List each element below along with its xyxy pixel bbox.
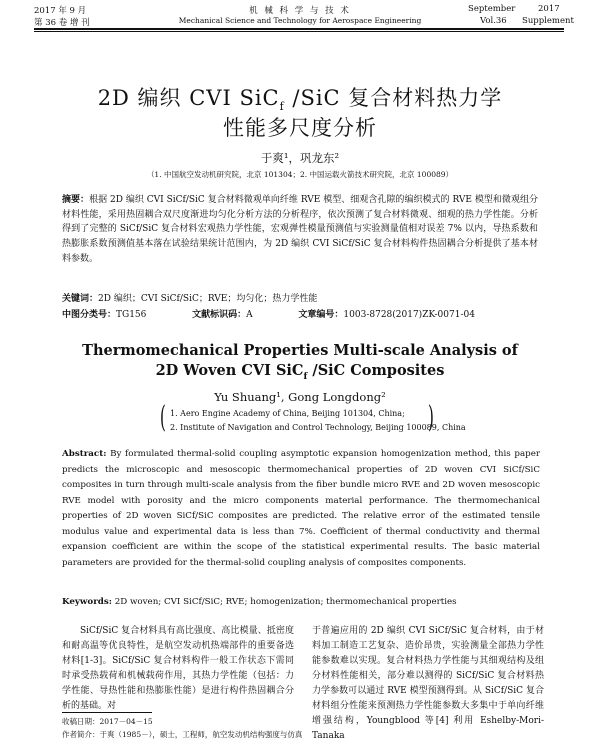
- affiliation-close-brace: ): [428, 400, 434, 435]
- footnote-received: 收稿日期：2017－04－15: [62, 717, 153, 726]
- affiliation-open-brace: (: [160, 400, 166, 435]
- header-date-cn: 2017 年 9 月: [34, 6, 87, 16]
- title-en-line2: 2D Woven CVI SiC$_f$ /SiC Composites: [155, 362, 445, 382]
- abstract-cn: [62, 193, 538, 267]
- header-rule: [34, 28, 564, 30]
- title-cn-line1: 2D 编织 CVI SiC$_f$ /SiC 复合材料热力学: [97, 86, 503, 114]
- body-column-right: 于普遍应用的 2D 编织 CVI SiCf/SiC 复合材料，由于材料加工制造工艺复杂、造价昂贵，实验测量全部热力学性能参数难以实现。复合材料热力学性能与其细观结构及组分材料性能相关，部分难以测得的 SiCf/SiC 复合材料热力学参数可以通过 RVE 模型预测得到。从 SiCf/SiC 复合材料组分性能来预测热力学性能参数大多集中于单向纤维增强结构，Youngblood 等[4] 利用 Eshelby-Mori-Tanaka: [312, 626, 544, 741]
- title-en-line1: Thermomechanical Properties Multi-scale Analysis of: [82, 342, 518, 359]
- keywords-cn: 关键词：2D 编织；CVI SiCf/SiC；RVE；均匀化；热力学性能: [62, 294, 318, 304]
- header-year-en: 2017: [538, 4, 560, 14]
- affiliation-en-2: 2. Institute of Navigation and Control Technology, Beijing 100089, China: [170, 423, 466, 432]
- header-journal-en: Mechanical Science and Technology for Aerospace Engineering: [178, 16, 422, 25]
- authors-en: Yu Shuang¹, Gong Longdong²: [214, 390, 386, 404]
- article-meta-cn: 中图分类号：TG156 文献标识码：A 文章编号：1003-8728(2017)ZK-0071-04: [62, 310, 475, 320]
- keywords-en: Keywords: 2D woven; CVI SiCf/SiC; RVE; homogenization; thermomechanical properties: [62, 597, 457, 607]
- affiliation-en-1: 1. Aero Engine Academy of China, Beijing 101304, China;: [170, 409, 405, 418]
- authors-cn: 于爽¹，巩龙东²: [260, 151, 340, 165]
- header-rule-thin: [34, 31, 564, 32]
- abstract-en-text: By formulated thermal-solid coupling asymptotic expansion homogenization method, this paper predicts the microscopic and mesoscopic thermomechanical properties of 2D woven CVI SiCf/SiC composites in turn through multi-scale analysis from the fiber bundle micro RVE and 2D woven mesoscopic RVE model with porosity and the micro components material performance. The thermomechanical properties of 2D woven SiCf/SiC composites are predicted. The relative error of the estimated tensile modulus value and experimental data is less than 7%. Coefficient of thermal conductivity and thermal expansion coefficient are within the scope of the statistical experimental results. The basic material parameters are provided for the thermal-solid coupling analysis of composites components.: [62, 449, 540, 568]
- abstract-cn-text: 根据 2D 编织 CVI SiCf/SiC 复合材料微观单向纤维 RVE 模型、细观含孔隙的编织模式的 RVE 模型和微观组分材料性能，采用热固耦合双尺度渐进均匀化分析方法的分析程序，依次预测了复合材料微观、细观的热力学性能。分析得到了完整的 SiCf/SiC 复合材料宏观热力学性能，宏观弹性模量预测值与实验测量值相对误差 7% 以内，导热系数和热膨胀系数预测值基本落在试验结果统计范围内，为 2D 编织 CVI SiCf/SiC 复合材料构件热固耦合分析提供了基本材料参数。: [62, 195, 538, 264]
- header-month-en: September: [468, 4, 516, 14]
- header-vol-en: Vol.36: [480, 16, 507, 26]
- body-column-left: SiCf/SiC 复合材料具有高比强度、高比模量、抵密度和耐高温等优良特性，是航空发动机热端部件的重要备选材料[1-3]。SiCf/SiC 复合材料构件一般工作状态下需同时承受热载荷和机械载荷作用，其热力学性能（包括：力学性能、导热性能和热膨胀性能）是进行构件热固耦合分析的基础。对: [62, 626, 294, 711]
- header-supp-en: Supplement: [522, 16, 574, 26]
- abstract-en: [62, 447, 540, 571]
- header-journal-cn: 机 械 科 学 与 技 术: [249, 6, 351, 16]
- header-issue-cn: 第 36 卷 增 刊: [34, 18, 90, 28]
- affiliation-cn: （1. 中国航空发动机研究院，北京 101304；2. 中国运载火箭技术研究院，北京 100089）: [146, 170, 454, 179]
- abstract-en-label: Abstract:: [62, 449, 107, 459]
- title-cn-line2: 性能多尺度分析: [223, 116, 377, 140]
- footnote-rule: [62, 712, 152, 713]
- footnote-author-info: 作者简介：于爽（1985－），硕士，工程师，航空发动机结构强度与仿真: [62, 730, 303, 739]
- abstract-cn-label: 摘要：: [62, 195, 90, 205]
